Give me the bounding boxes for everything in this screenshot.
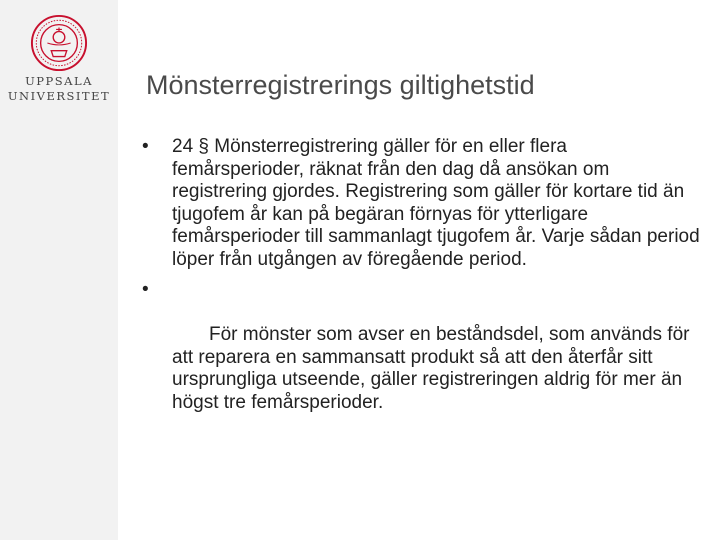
sidebar bbox=[0, 0, 118, 540]
bullet-item-2 bbox=[142, 279, 702, 437]
bullet-list bbox=[142, 136, 702, 437]
bullet-text: 24 § Mönsterregistrering gäller för en eller flera femårsperioder, räknat från den dag då ansökan om registrering gjordes. Registrering som gäller för kortare tid än tjugofem år kan på begäran förnyas för ytterligare femårsperioder till sammanlagt tjugofem år. Varje sådan period löper från utgången av föregående period. bbox=[172, 136, 700, 270]
bullet-item-1 bbox=[142, 136, 702, 271]
bullet-marker: • bbox=[142, 136, 149, 157]
university-seal-icon bbox=[30, 14, 88, 72]
slide-title: Mönsterregistrerings giltighetstid bbox=[146, 70, 535, 100]
bullet-text: För mönster som avser en beståndsdel, som används för att reparera en sammansatt produkt så att den återfår sitt ursprungliga utseende, gäller registreringen aldrig för mer än högst tre femårsperioder. bbox=[172, 324, 695, 413]
logo-text-universitet: UNIVERSITET bbox=[7, 89, 111, 103]
bullet-marker: • bbox=[142, 279, 149, 300]
logo-text-uppsala: UPPSALA bbox=[25, 74, 93, 88]
